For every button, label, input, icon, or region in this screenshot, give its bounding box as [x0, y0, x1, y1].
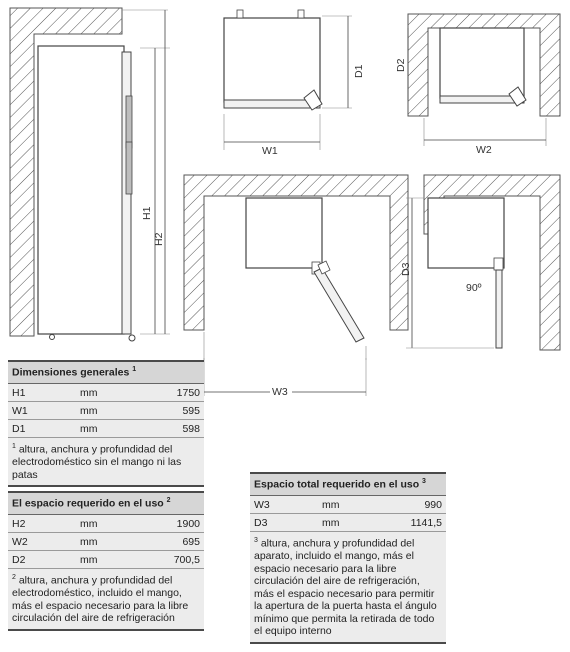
table-use-footnote: $^2$ altura, anchura y profundidad del electrodoméstico, incluido el mango, más el espacio necesario para la libre circulación del aire de refrigeración: [8, 569, 204, 630]
table-row: W2 mm 695: [8, 533, 204, 551]
table-row: D1 mm 598: [8, 420, 204, 438]
table-row: D2 mm 700,5: [8, 551, 204, 569]
table-general-title: Dimensiones generales $^1$: [8, 361, 204, 384]
door-open-view-w3: [184, 175, 408, 360]
side-view-diagram: [10, 8, 170, 341]
table-row: H1 mm 1750: [8, 384, 204, 402]
table-general-dimensions: [8, 360, 204, 487]
fridge-body-side: [38, 46, 124, 334]
table-total-footnote: $^3$ altura, anchura y profundidad del aparato, incluido el mango, más el espacio necesario para la libre circulación del aire de refrigeración, más el espacio necesario para permitir la apertura de la puerta hasta el ángulo mínimo que permita la retirada de todo el equipo interno: [250, 532, 446, 643]
label-h2: H2: [153, 232, 165, 246]
table-row: H2 mm 1900: [8, 515, 204, 533]
table-row: D3 mm 1141,5: [250, 514, 446, 532]
table-row: W1 mm 595: [8, 402, 204, 420]
w3-dimension-line: [200, 358, 370, 398]
door-open-view-d3: [400, 175, 560, 350]
top-view-w2-d2: [395, 14, 560, 156]
label-w1: W1: [262, 145, 278, 157]
table-row: W3 mm 990: [250, 496, 446, 514]
label-d2: D2: [395, 58, 407, 72]
label-w3: W3: [272, 386, 288, 398]
label-d3: D3: [400, 262, 412, 276]
table-total-title: Espacio total requerido en el uso $^3$: [250, 473, 446, 496]
top-view-w1-d1: [224, 10, 365, 157]
label-angle-90: 90º: [466, 282, 482, 294]
table-general-footnote: $^1$ altura, anchura y profundidad del electrodoméstico sin el mango ni las patas: [8, 438, 204, 487]
table-total-space: [250, 472, 446, 644]
label-h1: H1: [141, 206, 153, 220]
label-d1: D1: [353, 64, 365, 78]
lower-handle: [126, 142, 132, 194]
upper-handle: [126, 96, 132, 148]
label-w2: W2: [476, 144, 492, 156]
table-use-space: [8, 491, 204, 631]
table-use-title: El espacio requerido en el uso $^2$: [8, 492, 204, 515]
